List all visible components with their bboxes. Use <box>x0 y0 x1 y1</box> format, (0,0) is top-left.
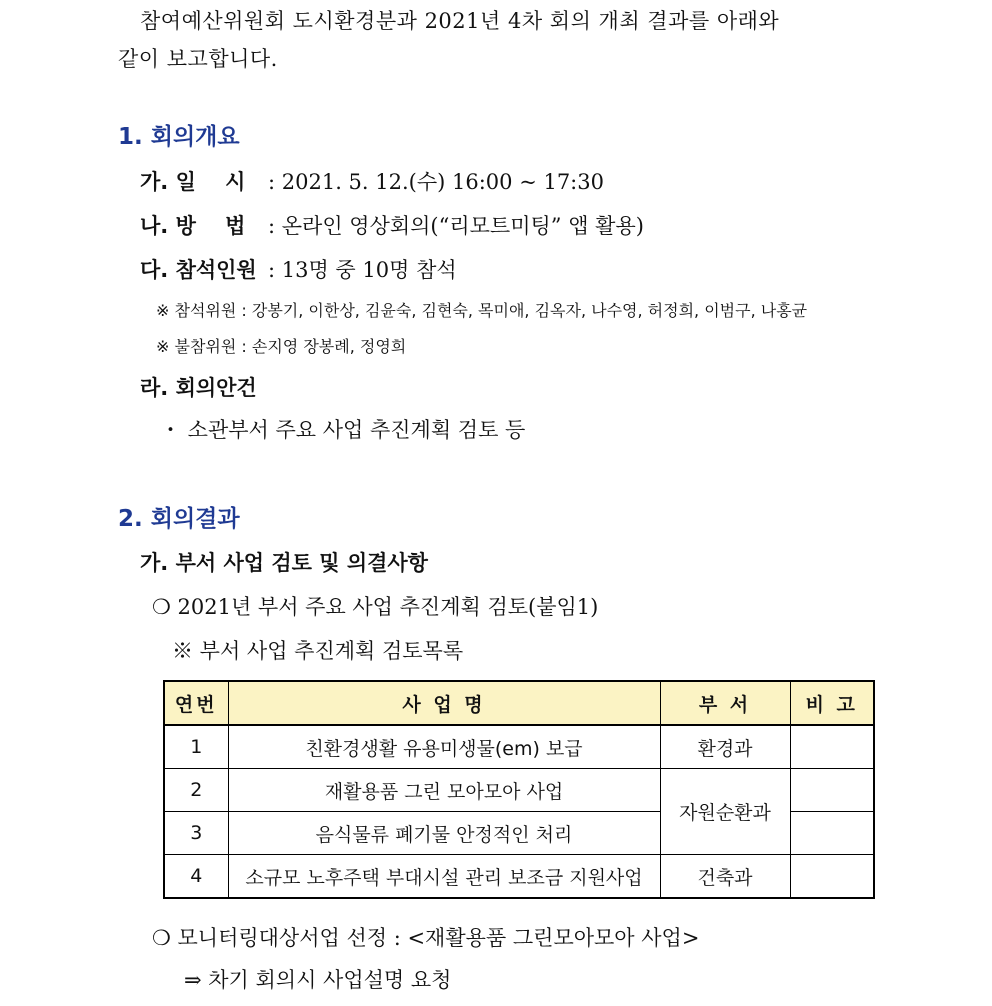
date-label: 가. 일 시 <box>140 170 246 194</box>
method-value: : 온라인 영상회의(“리모트미팅” 앱 활용) <box>268 214 644 238</box>
absentees-list: ※ 불참위원 : 손지영 장봉례, 정영희 <box>156 337 407 356</box>
row-project-name: 소규모 노후주택 부대시설 관리 보조금 지원사업 <box>228 855 660 899</box>
row-project-name: 친환경생활 유용미생물(em) 보급 <box>228 725 660 769</box>
attend-value: : 13명 중 10명 참석 <box>268 258 457 282</box>
row-note <box>790 725 874 769</box>
method-label: 나. 방 법 <box>140 214 246 238</box>
row-note <box>790 855 874 899</box>
intro-line-1: 참여예산위원회 도시환경분과 2021년 4차 회의 개최 결과를 아래와 <box>140 9 780 33</box>
header-dept: 부 서 <box>660 681 790 725</box>
table-row <box>164 725 874 769</box>
review-table <box>163 680 875 899</box>
row-note <box>790 812 874 855</box>
header-project-name: 사 업 명 <box>228 681 660 725</box>
row-no: 2 <box>164 769 228 812</box>
agenda-item: ・ 소관부서 주요 사업 추진계획 검토 등 <box>160 418 526 442</box>
bullet-review-plan: ❍ 2021년 부서 주요 사업 추진계획 검토(붙임1) <box>152 595 599 619</box>
section-1-title: 1. 회의개요 <box>118 124 240 150</box>
intro-line-2: 같이 보고합니다. <box>118 47 278 71</box>
review-list-note: ※ 부서 사업 추진계획 검토목록 <box>172 639 464 663</box>
table-row <box>164 769 874 812</box>
bullet-monitoring-selection: ❍ 모니터링대상서업 선정 : <재활용품 그린모아모아 사업> <box>152 926 700 950</box>
agenda-label: 라. 회의안건 <box>140 376 257 400</box>
attend-label: 다. 참석인원 <box>140 258 257 282</box>
row-dept: 환경과 <box>660 725 790 769</box>
row-no: 4 <box>164 855 228 899</box>
section-2-title: 2. 회의결과 <box>118 506 240 532</box>
date-value: : 2021. 5. 12.(수) 16:00 ~ 17:30 <box>268 170 604 194</box>
header-no: 연번 <box>164 681 228 725</box>
attendees-list: ※ 참석위원 : 강봉기, 이한상, 김윤숙, 김현숙, 목미애, 김옥자, 나수영, 허정희, 이범구, 나홍균 <box>156 301 808 320</box>
row-no: 3 <box>164 812 228 855</box>
table-header-row <box>164 681 874 725</box>
row-project-name: 음식물류 폐기물 안정적인 처리 <box>228 812 660 855</box>
table-row <box>164 855 874 899</box>
next-meeting-request: ⇒ 차기 회의시 사업설명 요청 <box>184 968 452 992</box>
row-no: 1 <box>164 725 228 769</box>
row-note <box>790 769 874 812</box>
row-dept: 건축과 <box>660 855 790 899</box>
row-dept-merged: 자원순환과 <box>660 769 790 855</box>
row-project-name: 재활용품 그린 모아모아 사업 <box>228 769 660 812</box>
header-note: 비 고 <box>790 681 874 725</box>
subsection-a-title: 가. 부서 사업 검토 및 의결사항 <box>140 551 428 575</box>
